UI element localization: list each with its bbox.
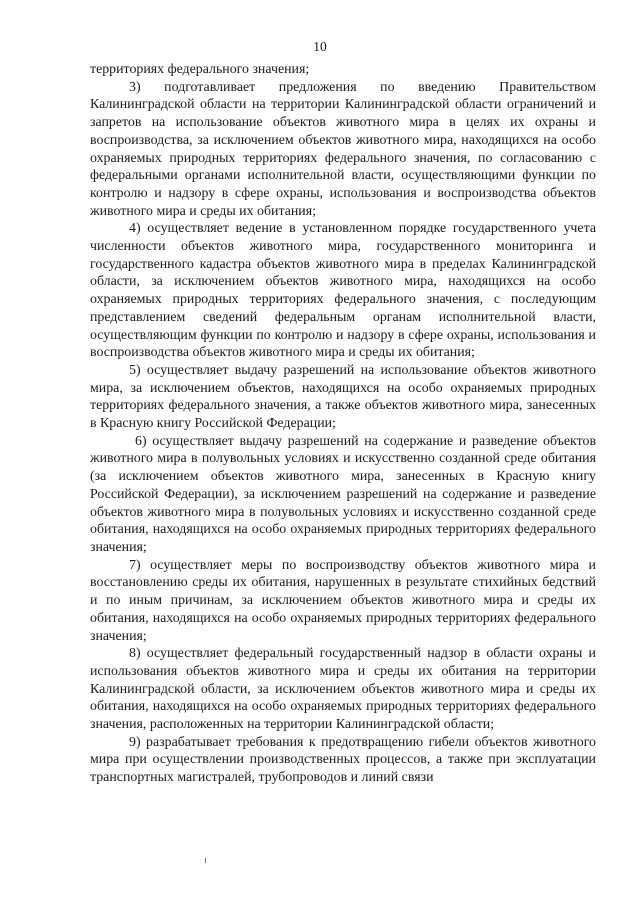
paragraph-item-4: 4) осуществляет ведение в установленном порядке государственного учета численности объектов животного мира, государственного мониторинга и государственного кадастра объектов животного мира в пределах Калининградской области, за исключением объектов животного мира, находящихся на особо охраняемых природных территориях федерального значения, с последующим представлением сведений федеральным органам исполнительной власти, осуществляющим функции по контролю и надзору в сфере охраны, использования и воспроизводства объектов животного мира и среды их обитания; xyxy=(90,221,596,361)
document-body xyxy=(90,61,596,787)
scan-speck xyxy=(205,858,206,863)
paragraph-item-7: 7) осуществляет меры по воспроизводству объектов животного мира и восстановлению среды их обитания, нарушенных в результате стихийных бедствий и по иным причинам, за исключением объектов животного мира и среды их обитания, находящихся на особо охраняемых природных территориях федерального значения; xyxy=(90,557,596,644)
paragraph-item-3: 3) подготавливает предложения по введению Правительством Калининградской области на территории Калининградской области ограничений и запретов на использование объектов животного мира в целях их охраны и воспроизводства, за исключением объектов животного мира, находящихся на особо охраняемых природных территориях федерального значения, по согласованию с федеральными органами исполнительной власти, осуществляющими функции по контролю и надзору в сфере охраны, использования и воспроизводства объектов животного мира и среды их обитания; xyxy=(90,79,596,219)
paragraph-item-5: 5) осуществляет выдачу разрешений на использование объектов животного мира, за исключением объектов, находящихся на особо охраняемых природных территориях федерального значения, а также объектов животного мира, занесенных в Красную книгу Российской Федерации; xyxy=(90,362,596,432)
paragraph-item-9: 9) разрабатывает требования к предотвращению гибели объектов животного мира при осуществлении производственных процессов, а также при эксплуатации транспортных магистралей, трубопроводов и линий связи xyxy=(90,734,596,786)
paragraph-item-8: 8) осуществляет федеральный государственный надзор в области охраны и использования объектов животного мира и среды их обитания на территории Калининградской области, за исключением объектов животного мира и среды их обитания, находящихся на особо охраняемых природных территориях федерального значения, расположенных на территории Калининградской области; xyxy=(90,646,596,733)
page-number: 10 xyxy=(313,39,327,54)
paragraph-item-6: 6) осуществляет выдачу разрешений на содержание и разведение объектов животного мира в полувольных условиях и искусственно созданной среде обитания (за исключением объектов животного мира, занесенных в Красную книгу Российской Федерации), за исключением разрешений на содержание и разведение объектов животного мира в полувольных условиях и искусственно созданной среде обитания, находящихся на особо охраняемых природных территориях федерального значения; xyxy=(90,433,596,555)
paragraph-continuation: территориях федерального значения; xyxy=(90,62,310,77)
